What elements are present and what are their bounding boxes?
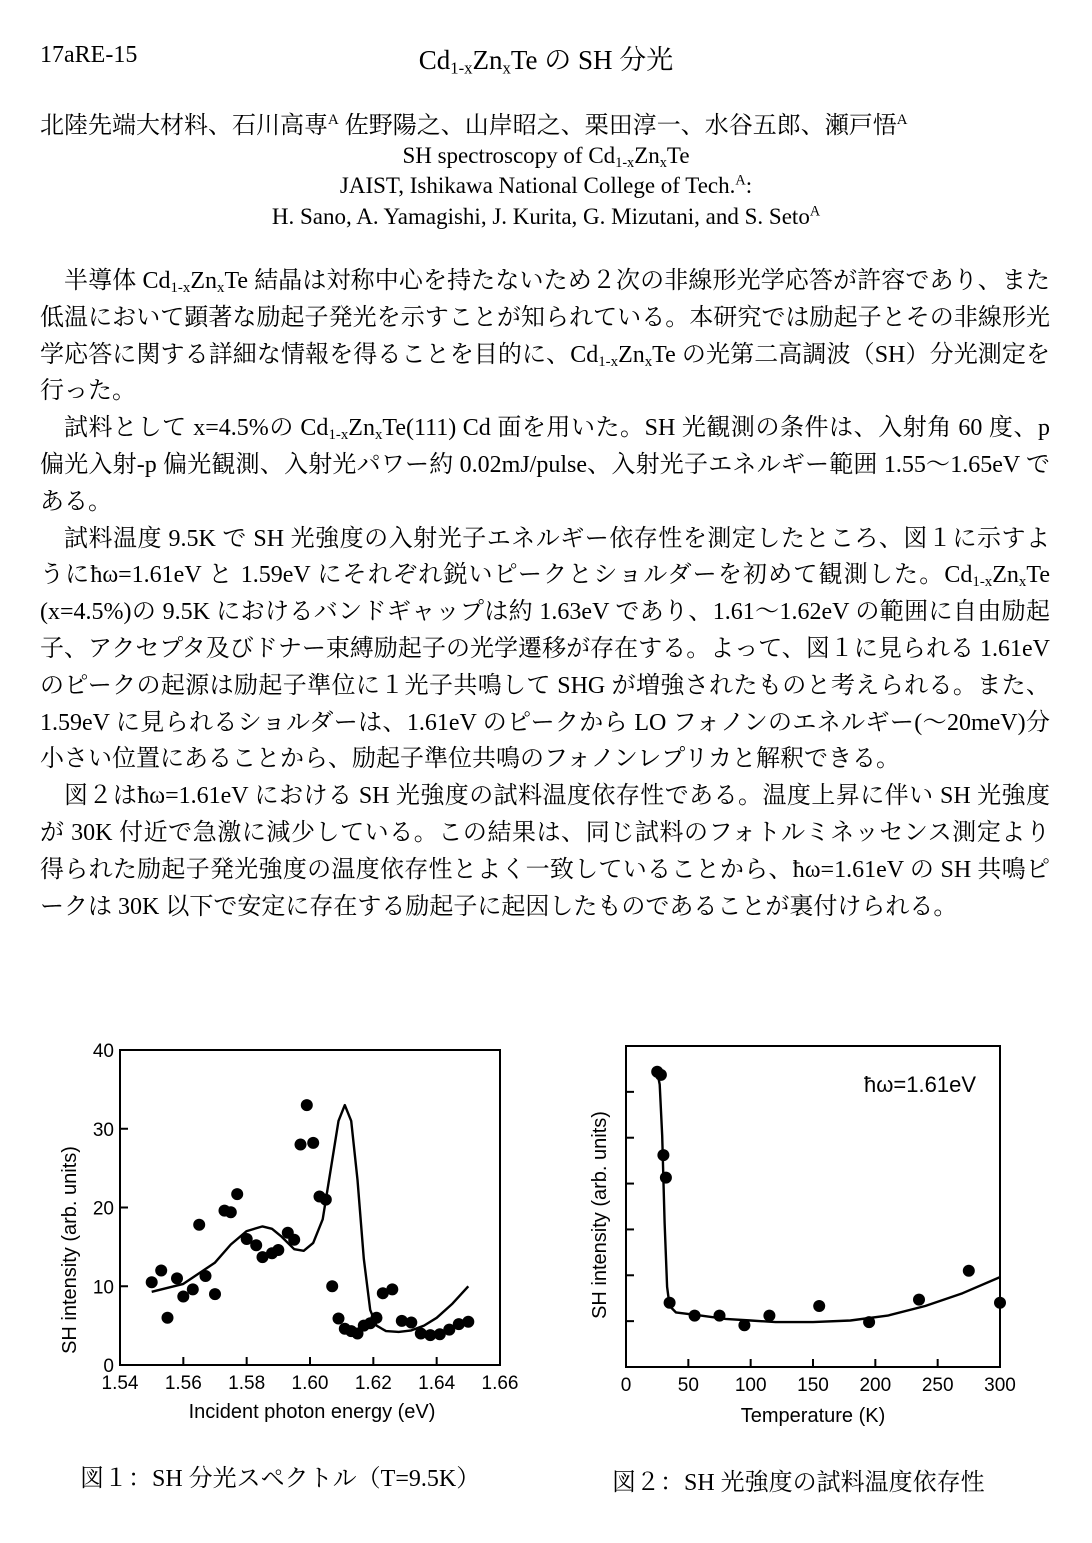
x-tick-label: 1.62 [354,1373,392,1394]
data-point [813,1300,825,1312]
x-axis-label: Incident photon energy (eV) [188,1401,436,1423]
title-en: SH spectroscopy of $Cd_{1-x}Zn_xTe$ [402,143,690,171]
data-point [146,1276,158,1288]
data-point [225,1206,237,1218]
data-point [272,1244,284,1256]
figure-1-caption: 図１：SH 分光スペクトル（T=9.5K） [80,1466,481,1492]
data-point [162,1312,174,1324]
data-point [994,1297,1006,1309]
data-point [295,1139,307,1151]
paragraph: 試料として x=4.5%の $Cd_{1-x}Zn_xTe(111)$ Cd 面を用いた。SH 光観測の条件は、入射角 60 度、p 偏光入射-p 偏光観測、入射光パワー約 0.02mJ/pulse、入射光子エネルギー範囲 1.55〜1.65eV である。 [40,415,1050,515]
data-point [231,1188,243,1200]
authors-en: H. Sano, A. Yamagishi, J. Kurita, G. Mizutani, and S. Seto$^A$ [271,203,821,229]
y-axis-label: SH intensity (arb. units) [589,1111,611,1319]
paragraph: 半導体 $Cd_{1-x}Zn_xTe$ 結晶は対称中心を持たないため２次の非線形光学応答が許容であり、また低温において顕著な励起子発光を示すことが知られている。本研究では励起子とその非線形光学応答に関する詳細な情報を得ることを目的に、$Cd_{1-x}Zn_xTe$ の光第二高調波（SH）分光測定を行った。 [40,268,1050,405]
x-tick-label: 50 [677,1375,699,1396]
data-point [171,1272,183,1284]
data-point [714,1310,726,1322]
x-tick-label: 0 [620,1375,632,1396]
x-tick-label: 150 [797,1375,829,1396]
data-point [763,1310,775,1322]
data-point [333,1313,345,1325]
x-tick-label: 250 [921,1375,954,1396]
x-tick-label: 300 [984,1375,1016,1396]
x-tick-label: 1.56 [164,1373,202,1394]
hbar-omega-annotation: ħω=1.61eV [864,1072,976,1097]
data-point [462,1316,474,1328]
data-point [307,1137,319,1149]
x-tick-label: 1.58 [228,1373,266,1394]
y-tick-label: 30 [92,1119,114,1141]
data-point [863,1316,875,1328]
data-point [655,1069,667,1081]
data-point [209,1288,221,1300]
x-tick-label: 100 [734,1375,767,1396]
data-point [405,1317,417,1329]
figure-2-chart [580,1030,1040,1440]
x-tick-label: 200 [859,1375,892,1396]
data-point [155,1265,167,1277]
title-ja: $Cd_{1-x}Zn_xTe$ の SH 分光 [418,45,674,78]
x-axis-label: Temperature (K) [740,1405,886,1427]
x-tick-label: 1.60 [291,1373,329,1394]
plot-frame [120,1050,500,1365]
data-point [193,1219,205,1231]
data-point [664,1297,676,1309]
data-point [657,1149,669,1161]
abstract-body [40,263,1050,925]
data-point [913,1294,925,1306]
y-tick-label: 10 [92,1277,114,1299]
data-point [250,1239,262,1251]
y-axis-label: SH intensity (arb. units) [59,1146,81,1354]
y-tick-label: 20 [92,1198,114,1220]
data-point [326,1280,338,1292]
data-point [371,1312,383,1324]
data-point [660,1172,672,1184]
fit-curve [657,1072,1000,1322]
data-point [200,1270,212,1282]
affiliation-en: JAIST, Ishikawa National College of Tech.$^A$: [339,172,753,198]
data-point [177,1291,189,1303]
data-point [187,1283,199,1295]
data-point [386,1283,398,1295]
y-tick-label: 40 [92,1041,114,1062]
y-tick-label: 0 [103,1356,114,1377]
x-tick-label: 1.64 [418,1373,456,1394]
paragraph: 試料温度 9.5K で SH 光強度の入射光子エネルギー依存性を測定したところ、図１に示すようにħω=1.61eV と 1.59eV にそれぞれ鋭いピークとショルダーを初めて観測した。$Cd_{1-x}Zn_xTe$ (x=4.5%)の 9.5K におけるバンドギャップは約 1.63eV であり、1.61〜1.62eV の範囲に自由励起子、アクセプタ及びドナー束縛励起子の光学遷移が存在する。よって、図１に見られる 1.61eV のピークの起源は励起子準位に１光子共鳴して SHG が増強されたものと考えられる。また、1.59eV に見られるショルダーは、1.61eV のピークから LO フォノンのエネルギー(〜20meV)分小さい位置にあることから、励起子準位共鳴のフォノンレプリカと解釈できる。 [40,525,1050,773]
abstract-code: 17aRE-15 [40,42,138,68]
data-point [738,1319,750,1331]
data-point [320,1194,332,1206]
data-point [288,1234,300,1246]
data-point [963,1265,975,1277]
data-point [301,1099,313,1111]
paragraph: 図２はħω=1.61eV における SH 光強度の試料温度依存性である。温度上昇に伴い SH 光強度が 30K 付近で急激に減少している。この結果は、同じ試料のフォトルミネッセンス測定より得られた励起子発光強度の温度依存性とよく一致していることから、ħω=1.61eV の SH 共鳴ピークは 30K 以下で安定に存在する励起子に起因したものであることが裏付けられる。 [40,783,1050,920]
figure-1-chart [30,1030,530,1430]
x-tick-label: 1.54 [101,1373,139,1394]
data-point [689,1310,701,1322]
figure-2-caption: 図２：SH 光強度の試料温度依存性 [612,1470,985,1496]
authors-ja: 北陸先端大材料、石川高専$^A$ 佐野陽之、山岸昭之、栗田淳一、水谷五郎、瀬戸悟$^A$ [40,112,908,139]
x-tick-label: 1.66 [481,1373,519,1394]
